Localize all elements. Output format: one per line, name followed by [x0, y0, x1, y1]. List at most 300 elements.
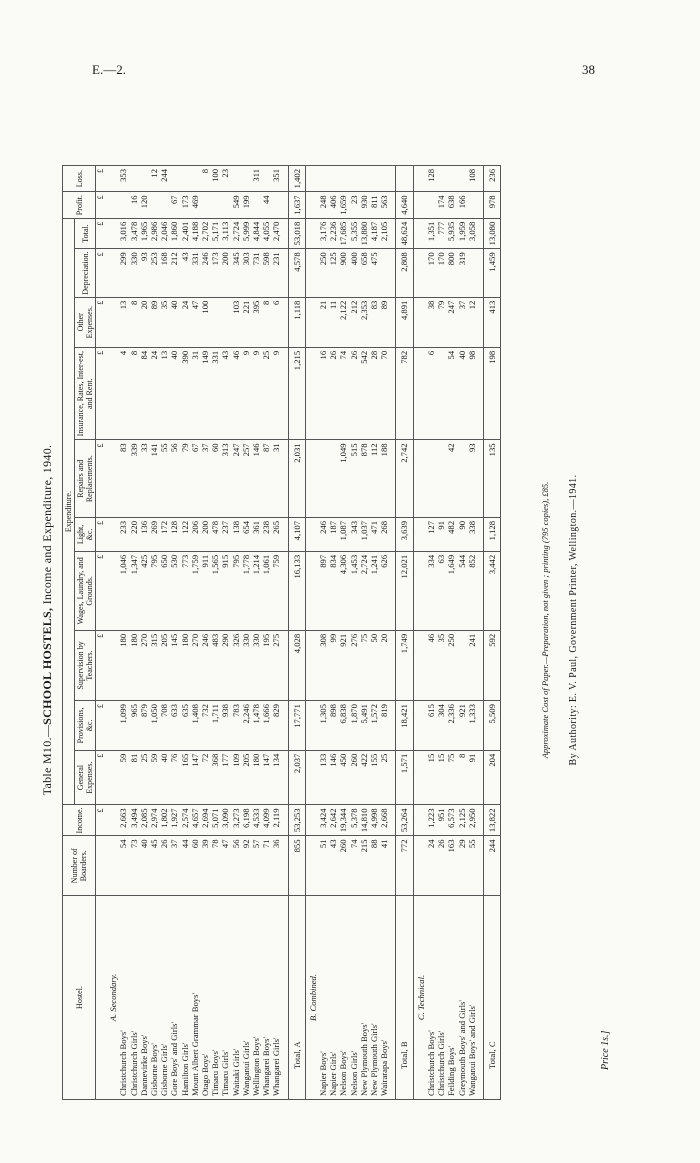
- table-row: [159, 166, 169, 1100]
- title-main: SCHOOL HOSTELS,: [40, 607, 54, 725]
- unit-cell: [96, 896, 107, 1100]
- table-cell: [318, 166, 328, 192]
- table-cell: 6: [271, 297, 281, 347]
- hostel-name: Whangarei Boys': [261, 896, 271, 1100]
- table-cell: 795: [149, 551, 159, 630]
- table-cell: [106, 805, 118, 836]
- table-cell: 275: [271, 630, 281, 700]
- table-cell: 308: [318, 630, 328, 700]
- table-cell: [129, 166, 139, 192]
- table-cell: 25: [261, 347, 271, 440]
- total-cell: 53,018: [288, 218, 305, 249]
- total-cell: 135: [483, 440, 500, 518]
- hostel-name: Otago Boys': [200, 896, 210, 1100]
- table-cell: 187: [328, 517, 338, 551]
- table-cell: 231: [271, 249, 281, 297]
- table-cell: 313: [220, 440, 230, 518]
- table-cell: 1,711: [210, 701, 220, 751]
- unit-cell: £: [96, 517, 107, 551]
- table-cell: [106, 347, 118, 440]
- table-cell: 351: [271, 166, 281, 192]
- table-cell: 353: [118, 166, 128, 192]
- hostel-name: Christchurch Boys': [426, 896, 436, 1100]
- table-cell: 368: [210, 750, 220, 805]
- hostel-name: Napier Girls': [328, 896, 338, 1100]
- table-cell: 78: [210, 836, 220, 896]
- total-cell: 244: [483, 836, 500, 896]
- table-cell: 5,355: [349, 218, 359, 249]
- header-boarders: Number of Boarders.: [63, 836, 96, 896]
- table-cell: 339: [129, 440, 139, 518]
- table-cell: 1,965: [139, 218, 149, 249]
- table-cell: 177: [220, 750, 230, 805]
- table-cell: 37: [457, 297, 467, 347]
- table-cell: 5,378: [349, 805, 359, 836]
- hostel-name: Feilding Boys': [446, 896, 456, 1100]
- table-cell: 55: [159, 440, 169, 518]
- total-cell: 4,640: [396, 192, 413, 218]
- table-cell: [379, 249, 389, 297]
- total-row: [483, 166, 500, 1100]
- hostel-name: Napier Boys': [318, 896, 328, 1100]
- total-cell: 413: [483, 297, 500, 347]
- table-cell: 46: [231, 347, 241, 440]
- table-cell: 3,176: [318, 218, 328, 249]
- table-cell: 170: [436, 249, 446, 297]
- hostel-name: New Plymouth Boys': [359, 896, 369, 1100]
- table-cell: [436, 166, 446, 192]
- total-cell: 18,421: [396, 701, 413, 751]
- table-cell: 56: [169, 440, 179, 518]
- table-cell: 708: [159, 701, 169, 751]
- table-cell: 1,046: [118, 551, 128, 630]
- table-cell: 406: [328, 192, 338, 218]
- table-cell: 395: [251, 297, 261, 347]
- table-cell: [349, 166, 359, 192]
- unit-cell: £: [96, 249, 107, 297]
- table-cell: 2,668: [379, 805, 389, 836]
- table-cell: 650: [159, 551, 169, 630]
- table-cell: 921: [457, 701, 467, 751]
- table-cell: 276: [349, 630, 359, 700]
- table-cell: 938: [220, 701, 230, 751]
- table-cell: 658: [359, 249, 369, 297]
- table-cell: 1,223: [426, 805, 436, 836]
- table-cell: 5,935: [446, 218, 456, 249]
- table-cell: 1,333: [467, 701, 477, 751]
- hostel-name: Gore Boys' and Girls': [169, 896, 179, 1100]
- table-cell: 1,927: [169, 805, 179, 836]
- table-cell: 897: [318, 551, 328, 630]
- table-cell: 146: [251, 440, 261, 518]
- table-cell: 4,187: [369, 218, 379, 249]
- table-cell: 759: [271, 551, 281, 630]
- total-label: Total, C: [483, 896, 500, 1100]
- table-cell: 2,724: [231, 218, 241, 249]
- table-cell: 2,986: [149, 218, 159, 249]
- table-cell: 71: [261, 836, 271, 896]
- table-cell: 732: [200, 701, 210, 751]
- table-cell: 1,061: [261, 551, 271, 630]
- table-cell: 45: [149, 836, 159, 896]
- table-cell: [106, 166, 118, 192]
- table-cell: 250: [318, 249, 328, 297]
- table-body: [96, 166, 501, 1100]
- table-cell: 205: [241, 750, 251, 805]
- total-cell: 592: [483, 630, 500, 700]
- table-cell: 1,214: [251, 551, 261, 630]
- table-cell: 109: [231, 750, 241, 805]
- table-cell: 31: [271, 440, 281, 518]
- page-number: 38: [582, 62, 595, 77]
- table-cell: 24: [180, 297, 190, 347]
- table-cell: 133: [318, 750, 328, 805]
- title-prefix: Table M10.—: [40, 724, 54, 796]
- table-cell: 4,055: [261, 218, 271, 249]
- table-cell: 1,649: [446, 551, 456, 630]
- table-cell: 303: [241, 249, 251, 297]
- hostel-name: Waitaki Girls': [231, 896, 241, 1100]
- table-cell: 1,087: [338, 517, 348, 551]
- table-cell: 195: [261, 630, 271, 700]
- table-cell: [180, 166, 190, 192]
- table-cell: 149: [200, 347, 210, 440]
- table-cell: 73: [129, 836, 139, 896]
- hostel-name: Timaru Boys': [210, 896, 220, 1100]
- table-cell: 74: [338, 347, 348, 440]
- table-cell: 100: [210, 166, 220, 192]
- table-cell: 155: [369, 750, 379, 805]
- unit-cell: £: [96, 166, 107, 192]
- table-cell: 36: [271, 836, 281, 896]
- title-suffix: Income and Expenditure, 1940.: [40, 444, 54, 608]
- table-cell: 2,119: [271, 805, 281, 836]
- units-row: [96, 166, 107, 1100]
- table-row: [149, 166, 159, 1100]
- table-cell: 1,572: [369, 701, 379, 751]
- table-cell: 16: [129, 192, 139, 218]
- total-cell: 1,459: [483, 249, 500, 297]
- table-cell: 4,657: [190, 805, 200, 836]
- table-cell: 40: [159, 750, 169, 805]
- table-row: [328, 166, 338, 1100]
- hostel-name: Wanganui Girls': [241, 896, 251, 1100]
- table-cell: 811: [369, 192, 379, 218]
- table-cell: 212: [169, 249, 179, 297]
- total-cell: 1,118: [288, 297, 305, 347]
- hostel-name: Wanganui Boys' and Girls': [467, 896, 477, 1100]
- table-cell: [251, 192, 261, 218]
- table-cell: 478: [210, 517, 220, 551]
- table-cell: 9: [241, 347, 251, 440]
- table-cell: 951: [436, 805, 446, 836]
- table-cell: 166: [457, 192, 467, 218]
- table-cell: [106, 517, 118, 551]
- unit-cell: £: [96, 750, 107, 805]
- table-cell: 93: [467, 440, 477, 518]
- table-cell: 9: [271, 347, 281, 440]
- total-cell: 1,128: [483, 517, 500, 551]
- hostel-name: Nelson Boys': [338, 896, 348, 1100]
- table-cell: 4,844: [251, 218, 261, 249]
- table-cell: 112: [369, 440, 379, 518]
- table-cell: 103: [231, 297, 241, 347]
- table-cell: 168: [159, 249, 169, 297]
- table-cell: [305, 218, 318, 249]
- table-cell: 1,037: [359, 517, 369, 551]
- header-profit: Profit.: [63, 192, 96, 218]
- total-cell: 4,028: [288, 630, 305, 700]
- total-cell: 53,264: [396, 805, 413, 836]
- table-cell: 930: [359, 192, 369, 218]
- table-cell: 75: [446, 750, 456, 805]
- table-cell: 270: [139, 630, 149, 700]
- table-cell: 2,085: [139, 805, 149, 836]
- table-cell: 482: [446, 517, 456, 551]
- table-cell: 163: [446, 836, 456, 896]
- table-cell: [328, 166, 338, 192]
- table-cell: 626: [379, 551, 389, 630]
- table-cell: 269: [149, 517, 159, 551]
- total-row: [396, 166, 413, 1100]
- table-cell: 125: [328, 249, 338, 297]
- table-row: [318, 166, 328, 1100]
- table-cell: 89: [379, 297, 389, 347]
- total-row: [288, 166, 305, 1100]
- hostel-name: Christchurch Girls': [436, 896, 446, 1100]
- table-row: [261, 166, 271, 1100]
- table-cell: 122: [180, 517, 190, 551]
- table-cell: 343: [349, 517, 359, 551]
- table-cell: 188: [379, 440, 389, 518]
- table-cell: 247: [446, 297, 456, 347]
- table-cell: 268: [379, 517, 389, 551]
- table-cell: 83: [118, 440, 128, 518]
- table-cell: 8: [457, 750, 467, 805]
- unit-cell: [96, 836, 107, 896]
- table-row: [200, 166, 210, 1100]
- table-cell: [359, 166, 369, 192]
- rotated-page-content: [0, 100, 700, 1140]
- table-cell: [305, 551, 318, 630]
- table-cell: 180: [118, 630, 128, 700]
- table-cell: 2,105: [379, 218, 389, 249]
- unit-cell: £: [96, 701, 107, 751]
- table-cell: 40: [457, 347, 467, 440]
- table-cell: 55: [467, 836, 477, 896]
- table-cell: [379, 166, 389, 192]
- table-cell: 128: [169, 517, 179, 551]
- table-cell: 39: [200, 836, 210, 896]
- table-cell: 20: [379, 630, 389, 700]
- table-cell: 1,959: [457, 218, 467, 249]
- table-cell: 2,125: [457, 805, 467, 836]
- table-cell: 15: [426, 750, 436, 805]
- table-cell: 37: [169, 836, 179, 896]
- table-cell: 54: [446, 347, 456, 440]
- table-cell: [106, 630, 118, 700]
- total-label: Total, A: [288, 896, 305, 1100]
- table-cell: 257: [241, 440, 251, 518]
- table-cell: 6,573: [446, 805, 456, 836]
- table-cell: 241: [467, 630, 477, 700]
- table-cell: 2,353: [359, 297, 369, 347]
- table-cell: 81: [129, 750, 139, 805]
- table-row: [231, 166, 241, 1100]
- table-cell: 246: [200, 249, 210, 297]
- header-hostel: Hostel.: [63, 896, 96, 1100]
- table-cell: 2,122: [338, 297, 348, 347]
- table-cell: [305, 750, 318, 805]
- table-cell: 3,058: [467, 218, 477, 249]
- table-cell: 173: [180, 192, 190, 218]
- table-cell: 50: [369, 630, 379, 700]
- table-row: [436, 166, 446, 1100]
- table-cell: 834: [328, 551, 338, 630]
- table-cell: [106, 218, 118, 249]
- table-cell: 1,860: [169, 218, 179, 249]
- table-cell: 2,950: [467, 805, 477, 836]
- total-cell: 53,253: [288, 805, 305, 836]
- table-cell: 311: [251, 166, 261, 192]
- table-cell: 205: [159, 630, 169, 700]
- table-cell: 1,241: [369, 551, 379, 630]
- total-cell: 782: [396, 347, 413, 440]
- table-cell: 74: [349, 836, 359, 896]
- table-cell: 38: [426, 297, 436, 347]
- table-row: [369, 166, 379, 1100]
- table-cell: 70: [379, 347, 389, 440]
- table-cell: 731: [251, 249, 261, 297]
- table-cell: 615: [426, 701, 436, 751]
- table-cell: 965: [129, 701, 139, 751]
- section-heading-row: [106, 166, 118, 1100]
- table-cell: 829: [271, 701, 281, 751]
- table-cell: 28: [369, 347, 379, 440]
- table-cell: 20: [139, 297, 149, 347]
- table-cell: 16: [318, 347, 328, 440]
- table-cell: 1,453: [349, 551, 359, 630]
- table-row: [349, 166, 359, 1100]
- table-cell: 35: [436, 630, 446, 700]
- table-cell: 165: [180, 750, 190, 805]
- table-cell: 44: [261, 192, 271, 218]
- table-cell: 1,099: [118, 701, 128, 751]
- table-cell: [305, 347, 318, 440]
- unit-cell: £: [96, 192, 107, 218]
- table-cell: 2,974: [149, 805, 159, 836]
- table-cell: 633: [169, 701, 179, 751]
- table-cell: 33: [139, 440, 149, 518]
- paper-cost-note: Approximate Cost of Paper.—Preparation, not given ; printing (795 copies), £85.: [540, 481, 550, 759]
- table-cell: 79: [180, 440, 190, 518]
- total-cell: 48,624: [396, 218, 413, 249]
- table-cell: 127: [426, 517, 436, 551]
- table-cell: [457, 630, 467, 700]
- table-cell: 253: [149, 249, 159, 297]
- hostel-name: Timaru Girls': [220, 896, 230, 1100]
- table-cell: [305, 192, 318, 218]
- table-cell: 4,998: [369, 805, 379, 836]
- table-cell: 206: [190, 517, 200, 551]
- table-cell: 23: [349, 192, 359, 218]
- table-cell: 43: [328, 836, 338, 896]
- table-cell: 654: [241, 517, 251, 551]
- table-cell: [106, 192, 118, 218]
- table-cell: 40: [139, 836, 149, 896]
- table-cell: 12: [149, 166, 159, 192]
- table-cell: 879: [139, 701, 149, 751]
- table-cell: 2,470: [271, 218, 281, 249]
- table-cell: 67: [190, 440, 200, 518]
- table-cell: 450: [338, 750, 348, 805]
- table-cell: 138: [231, 517, 241, 551]
- table-cell: [305, 805, 318, 836]
- table-cell: 19,344: [338, 805, 348, 836]
- price-note: Price 1s.]: [600, 1030, 611, 1070]
- section-heading: B. Combined.: [305, 896, 318, 1100]
- hostel-name: Wairarapa Boys': [379, 896, 389, 1100]
- table-cell: 13,880: [359, 218, 369, 249]
- hostel-name: Wellington Boys': [251, 896, 261, 1100]
- unit-cell: £: [96, 440, 107, 518]
- table-cell: 2,642: [328, 805, 338, 836]
- table-cell: 108: [467, 166, 477, 192]
- table-cell: 8: [261, 297, 271, 347]
- table-cell: 244: [159, 166, 169, 192]
- total-cell: 772: [396, 836, 413, 896]
- table-cell: 8: [200, 166, 210, 192]
- table-cell: [436, 347, 446, 440]
- table-cell: [190, 166, 200, 192]
- table-cell: 598: [261, 249, 271, 297]
- total-cell: 2,037: [288, 750, 305, 805]
- table-row: [241, 166, 251, 1100]
- total-cell: 978: [483, 192, 500, 218]
- table-cell: [467, 192, 477, 218]
- table-cell: [426, 192, 436, 218]
- section-heading-row: [305, 166, 318, 1100]
- table-cell: 60: [190, 836, 200, 896]
- header-wages: Wages, Laundry, and Grounds.: [75, 551, 96, 630]
- total-cell: 13,822: [483, 805, 500, 836]
- table-cell: 3,113: [220, 218, 230, 249]
- table-cell: 319: [457, 249, 467, 297]
- table-cell: 422: [359, 750, 369, 805]
- table-cell: 44: [180, 836, 190, 896]
- unit-cell: £: [96, 218, 107, 249]
- section-heading: A. Secondary.: [106, 896, 118, 1100]
- header-expenditure: Expenditure.: [63, 218, 75, 805]
- table-cell: 90: [457, 517, 467, 551]
- table-cell: 98: [467, 347, 477, 440]
- table-cell: [231, 166, 241, 192]
- header-depreciation: Depreciation.: [75, 249, 96, 297]
- table-cell: 23: [220, 166, 230, 192]
- table-cell: 75: [359, 630, 369, 700]
- header-insurance: Insurance, Rates, Inter-est, and Rent.: [75, 347, 96, 440]
- table-cell: 174: [436, 192, 446, 218]
- table-cell: 26: [159, 836, 169, 896]
- hostel-name: Dannevirke Boys': [139, 896, 149, 1100]
- table-cell: 1,478: [251, 701, 261, 751]
- table-cell: 270: [190, 630, 200, 700]
- header-other: Other Expenses.: [75, 297, 96, 347]
- header-provisions: Provisions, &c.: [75, 701, 96, 751]
- total-cell: 2,742: [396, 440, 413, 518]
- table-cell: 2,663: [118, 805, 128, 836]
- table-cell: 469: [190, 192, 200, 218]
